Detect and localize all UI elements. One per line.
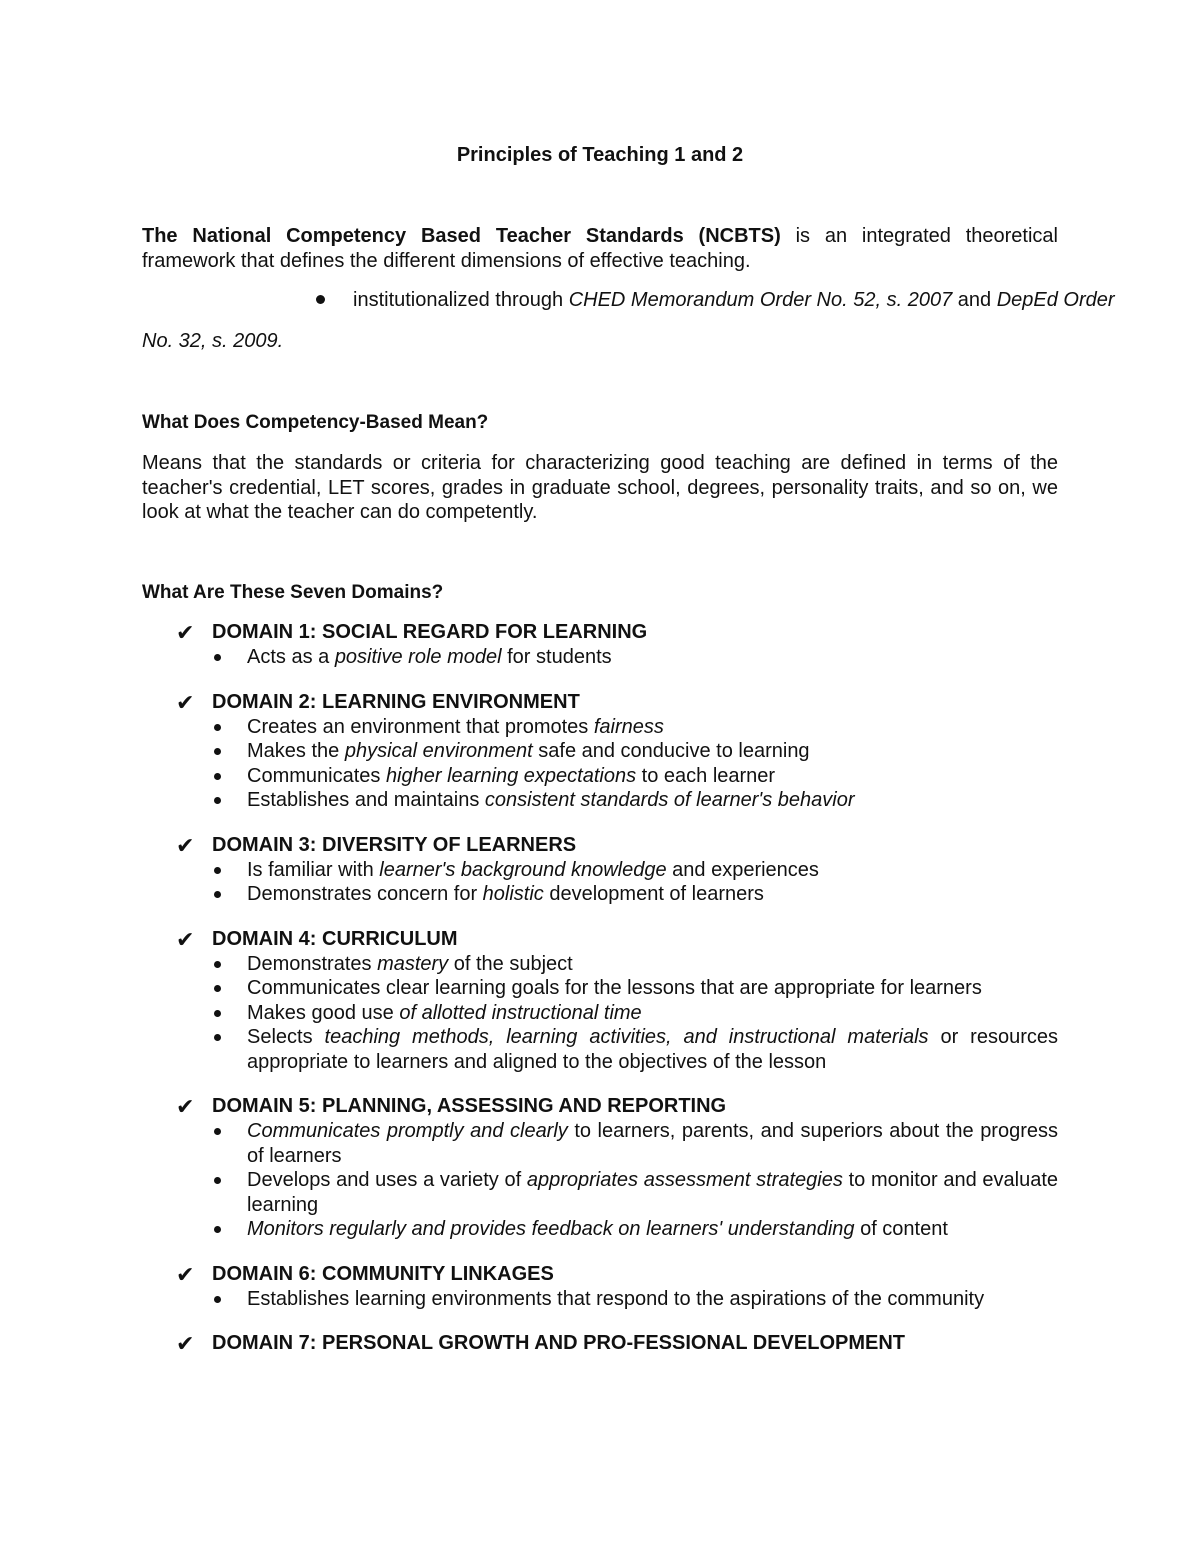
item-text: Acts as a (247, 646, 335, 668)
item-text: Communicates clear learning goals for the lessons that are appropriate for learners (247, 977, 982, 999)
item-text: or resources appropriate to learners and aligned to the objectives of the lesson (247, 1026, 1058, 1073)
item-text: of content (854, 1218, 948, 1240)
item-emphasis: fairness (593, 715, 664, 738)
checkmark-icon: ✔ (176, 620, 195, 645)
domain-items (142, 1119, 1058, 1242)
item-text: development of learners (543, 883, 764, 905)
domain-heading (142, 1331, 1058, 1356)
domains-list (142, 620, 1058, 1376)
item-text: for students (501, 646, 612, 668)
domain-items (142, 1287, 1058, 1312)
bullet-icon (214, 654, 221, 661)
list-item (142, 1168, 1058, 1217)
bullet-icon (214, 1010, 221, 1017)
domain-block (142, 1094, 1058, 1242)
item-text: and experiences (666, 858, 819, 881)
domain-items (142, 952, 1058, 1075)
bullet-icon (214, 961, 221, 968)
document-title: Principles of Teaching 1 and 2 (456, 144, 744, 166)
item-text: Is familiar with (247, 858, 380, 881)
checkmark-icon: ✔ (176, 1331, 195, 1356)
domain-heading (142, 1094, 1058, 1119)
domain-title: DOMAIN 3: DIVERSITY OF LEARNERS (212, 833, 577, 856)
item-emphasis: positive role model (334, 646, 502, 668)
checkmark-icon: ✔ (176, 689, 195, 715)
domain-title: DOMAIN 4: CURRICULUM (212, 927, 458, 950)
item-text: Selects (247, 1026, 325, 1048)
list-item (142, 788, 1058, 813)
intro-paragraph (142, 224, 1058, 273)
bullet-icon (214, 797, 221, 804)
domain-title: DOMAIN 1: SOCIAL REGARD FOR LEARNING (212, 621, 648, 643)
item-emphasis: Communicates promptly and clearly (247, 1120, 568, 1142)
domain-heading (142, 1262, 1058, 1287)
section-heading-domains: What Are These Seven Domains? (142, 582, 444, 603)
institution-continuation: No. 32, s. 2009. (142, 330, 284, 352)
domain-title: DOMAIN 6: COMMUNITY LINKAGES (212, 1262, 554, 1285)
bullet-icon (214, 1296, 221, 1303)
bullet-icon (214, 867, 221, 874)
list-item (142, 1119, 1058, 1168)
item-emphasis: holistic (482, 883, 544, 905)
list-item (142, 715, 1058, 740)
domain-heading (142, 833, 1058, 858)
item-text: to learners, parents, and superiors about the progress of learners (247, 1120, 1059, 1167)
bullet-icon (214, 748, 221, 755)
item-text: to monitor and evaluate learning (247, 1169, 1059, 1216)
institution-mid: and (952, 289, 997, 311)
list-item (142, 976, 1058, 1001)
item-text: Demonstrates (247, 952, 378, 975)
domain-items (142, 645, 1058, 670)
domain-block (142, 620, 1058, 670)
domain-block (142, 690, 1058, 813)
domain-title: DOMAIN 7: PERSONAL GROWTH AND PRO-FESSIONAL DEVELOPMENT (212, 1332, 905, 1354)
list-item (142, 858, 1058, 883)
bullet-icon (214, 1226, 221, 1233)
bullet-icon (316, 295, 325, 304)
institution-prefix: institutionalized through (353, 289, 569, 311)
bullet-icon (214, 773, 221, 780)
domain-block (142, 1331, 1058, 1356)
item-emphasis: Monitors regularly and provides feedback on learners' understanding (247, 1218, 855, 1240)
list-item (142, 645, 1058, 670)
item-text: Establishes learning environments that respond to the aspirations of the community (247, 1287, 985, 1310)
list-item (142, 764, 1058, 789)
item-text: Develops and uses a variety of (247, 1169, 527, 1191)
deped-order: DepEd Order (996, 289, 1115, 311)
section-heading-competency: What Does Competency-Based Mean? (142, 412, 489, 433)
checkmark-icon: ✔ (176, 926, 195, 952)
list-item (142, 1001, 1058, 1026)
domain-title: DOMAIN 2: LEARNING ENVIRONMENT (212, 690, 580, 713)
list-item (142, 882, 1058, 907)
bullet-icon (214, 891, 221, 898)
item-emphasis: appropriates assessment strategies (526, 1169, 843, 1191)
item-text: of the subject (448, 952, 573, 975)
item-text: Demonstrates concern for (247, 883, 483, 905)
domain-title: DOMAIN 5: PLANNING, ASSESSING AND REPORTING (212, 1095, 727, 1117)
domain-heading (142, 620, 1058, 645)
intro-rest: is an integrated theoretical framework that defines the different dimensions of effective teaching. (142, 225, 1058, 272)
domain-items (142, 858, 1058, 907)
item-emphasis: higher learning expectations (385, 764, 637, 787)
item-text: Makes the (247, 740, 345, 762)
bullet-icon (214, 1034, 221, 1041)
bullet-icon (214, 724, 221, 731)
competency-paragraph: Means that the standards or criteria for characterizing good teaching are defined in terms of the teacher's credential, LET scores, grades in graduate school, degrees, personality traits, and so on, we look at what the teacher can do competently. (142, 452, 1058, 523)
item-emphasis: learner's background knowledge (379, 858, 667, 881)
domain-block (142, 833, 1058, 907)
list-item (142, 1025, 1058, 1074)
item-emphasis: physical environment (344, 740, 533, 762)
item-emphasis: mastery (377, 952, 449, 975)
list-item (142, 1287, 1058, 1312)
bullet-icon (214, 1177, 221, 1184)
item-text: to each learner (636, 764, 776, 787)
item-text: Establishes and maintains (247, 789, 485, 811)
item-text: safe and conducive to learning (532, 740, 810, 762)
institution-text (353, 288, 1115, 312)
item-emphasis: of allotted instructional time (399, 1001, 642, 1024)
domain-heading (142, 927, 1058, 952)
item-emphasis: teaching methods, learning activities, and instructional materials (324, 1026, 929, 1048)
list-item (142, 952, 1058, 977)
list-item (142, 1217, 1058, 1242)
item-text: Communicates (247, 764, 386, 787)
checkmark-icon: ✔ (176, 1261, 195, 1287)
checkmark-icon: ✔ (176, 832, 195, 858)
bullet-icon (214, 985, 221, 992)
item-emphasis: consistent standards of learner's behavior (484, 789, 855, 811)
ched-memo: CHED Memorandum Order No. 52, s. 2007 (568, 289, 953, 311)
item-text: Creates an environment that promotes (247, 715, 594, 738)
checkmark-icon: ✔ (176, 1094, 195, 1119)
domain-items (142, 715, 1058, 813)
domain-heading (142, 690, 1058, 715)
item-text: Makes good use (247, 1001, 400, 1024)
list-item (142, 739, 1058, 764)
intro-bold-term: The National Competency Based Teacher Standards (NCBTS) (142, 225, 781, 247)
domain-block (142, 1262, 1058, 1312)
bullet-icon (214, 1128, 221, 1135)
domain-block (142, 927, 1058, 1075)
